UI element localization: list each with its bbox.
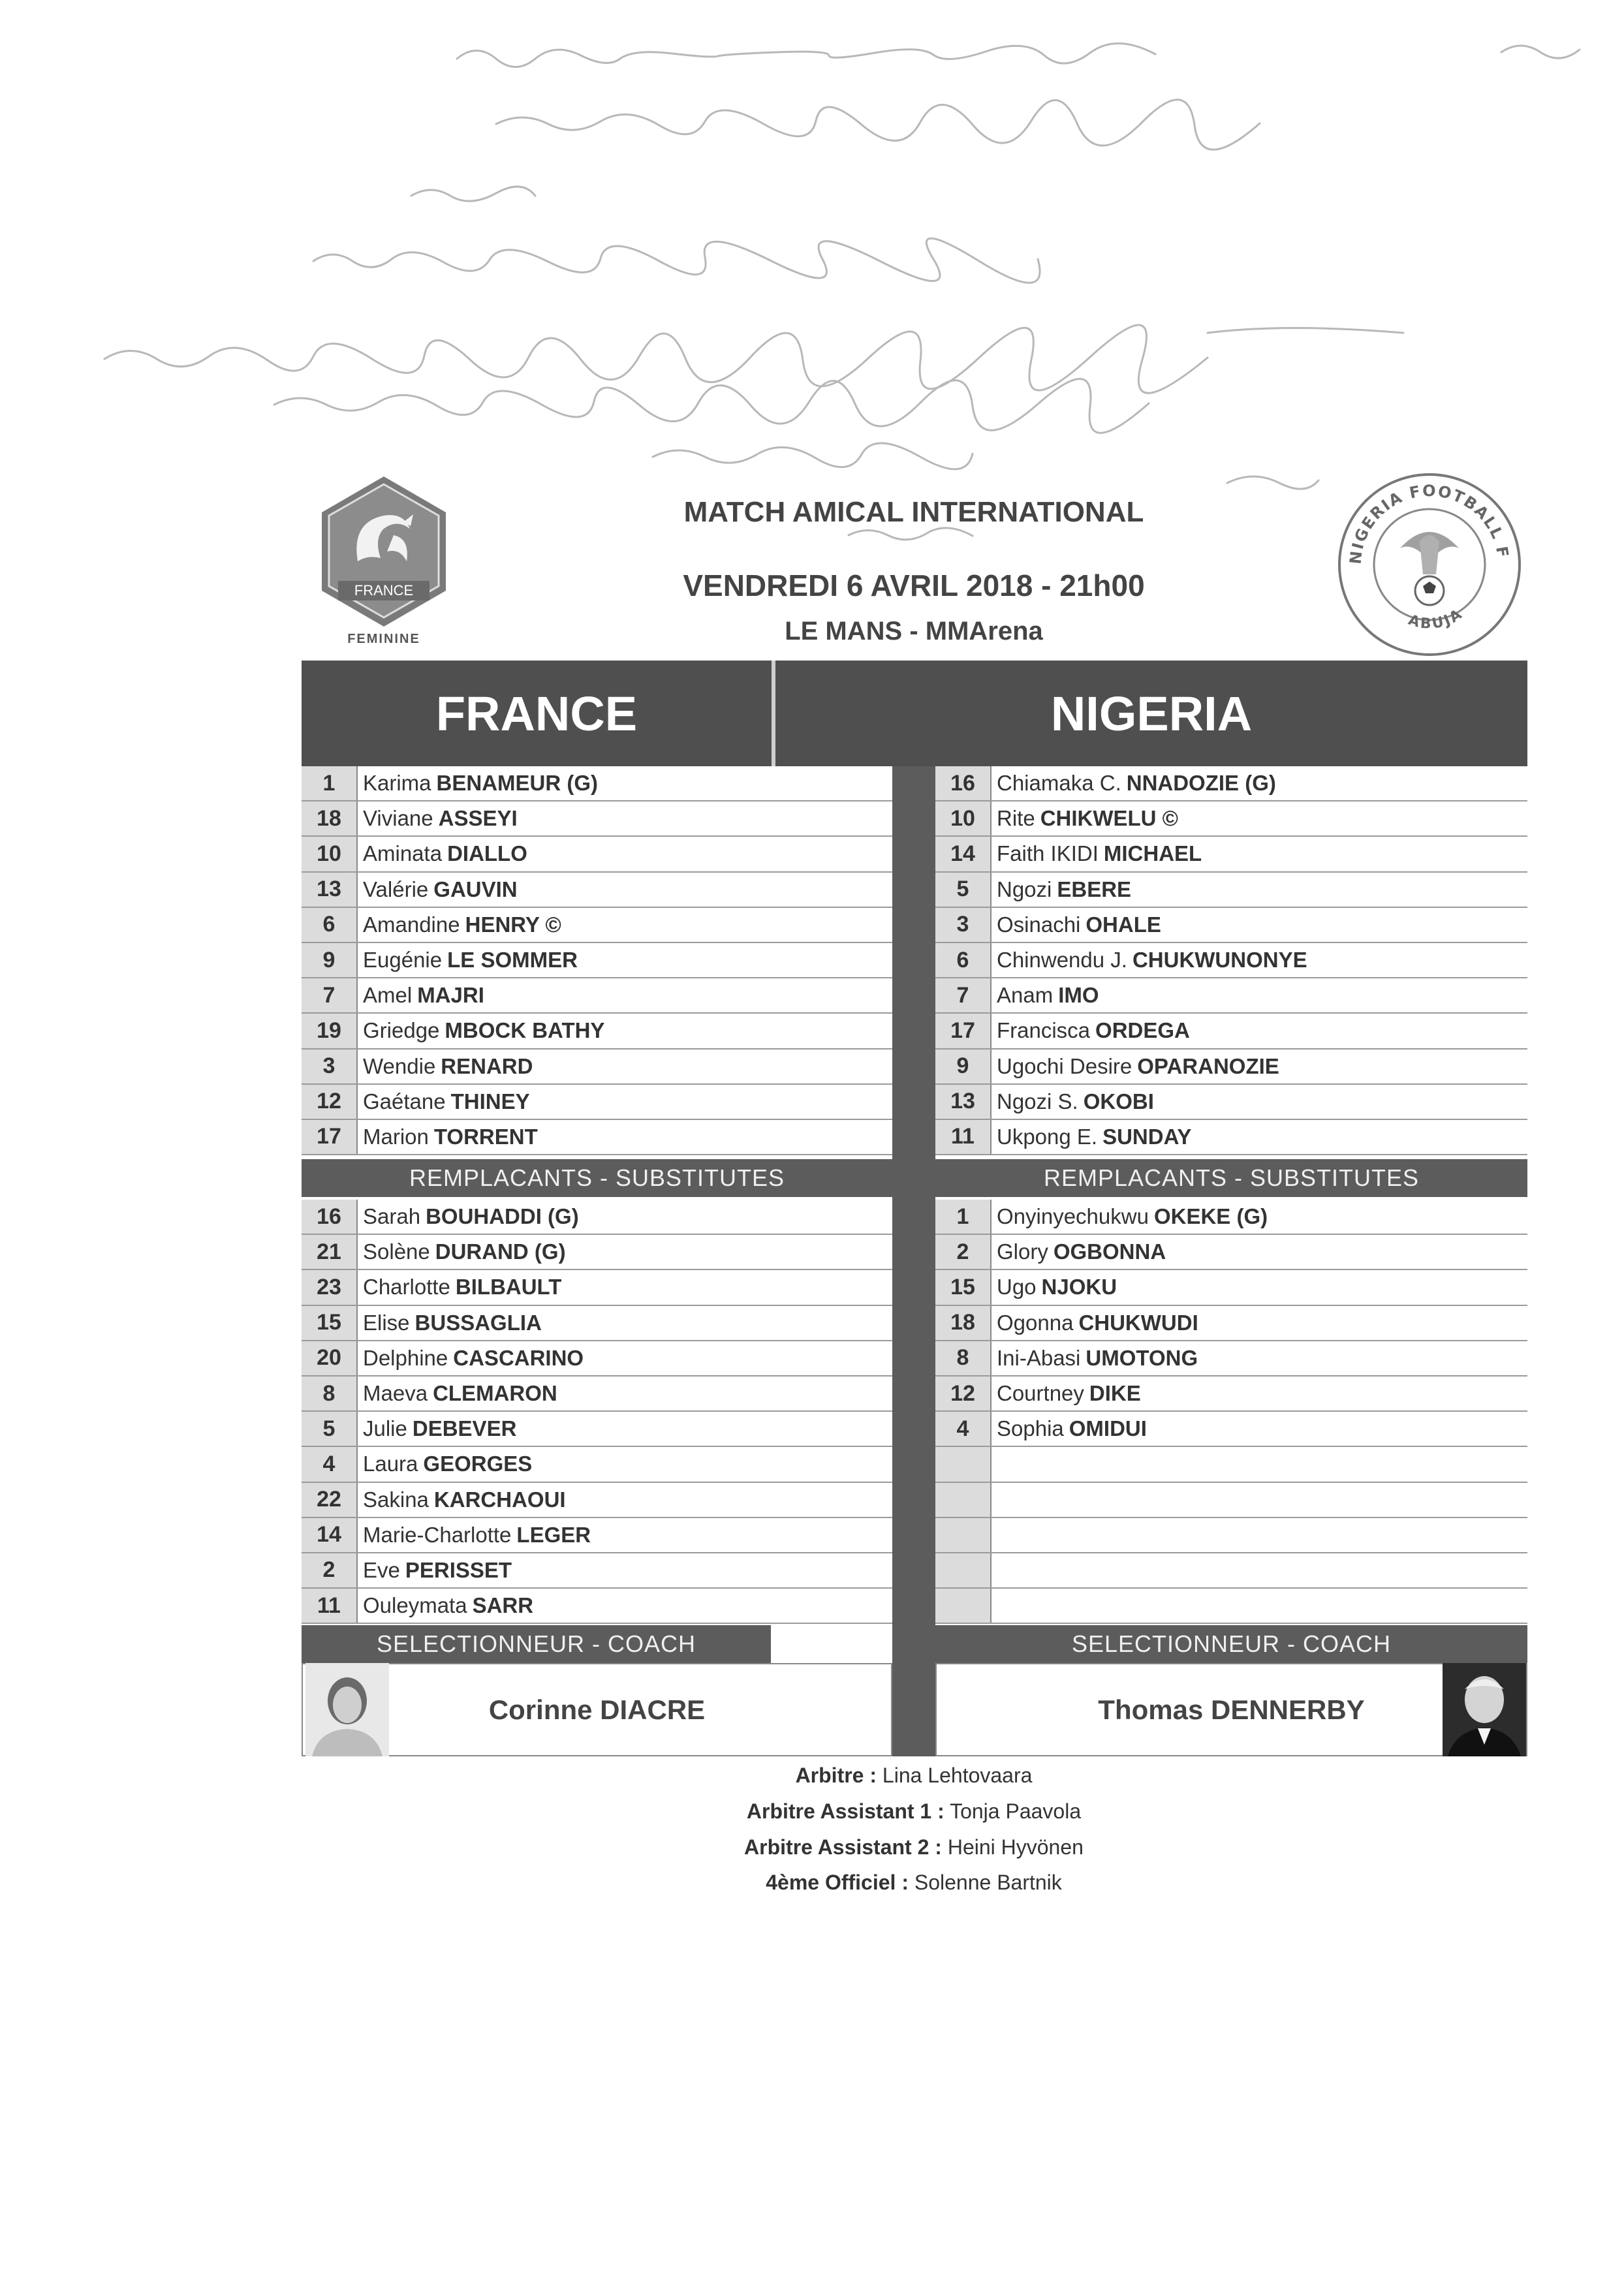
player-name xyxy=(358,1553,512,1587)
shirt-number xyxy=(935,1589,992,1623)
player-name xyxy=(992,908,1161,942)
shirt-number: 14 xyxy=(302,1518,358,1552)
shirt-number: 18 xyxy=(935,1306,992,1340)
player-first-name: Valérie xyxy=(363,877,429,901)
player-last-name: NJOKU xyxy=(1041,1275,1117,1299)
player-last-name: ORDEGA xyxy=(1095,1018,1190,1043)
player-row xyxy=(302,1085,892,1120)
player-row xyxy=(302,1235,892,1270)
player-name xyxy=(992,1518,1002,1552)
player-first-name: Amandine xyxy=(363,912,460,937)
player-first-name: Charlotte xyxy=(363,1275,450,1299)
player-row xyxy=(302,1377,892,1412)
player-row xyxy=(935,978,1527,1014)
shirt-number: 9 xyxy=(935,1050,992,1083)
player-row xyxy=(302,766,892,801)
player-row xyxy=(935,1412,1527,1447)
player-row xyxy=(302,873,892,908)
player-row xyxy=(935,1120,1527,1155)
player-name xyxy=(358,1483,566,1517)
player-row xyxy=(935,1085,1527,1120)
shirt-number: 22 xyxy=(302,1483,358,1517)
player-last-name: NNADOZIE (G) xyxy=(1126,771,1276,796)
player-name xyxy=(358,1200,579,1234)
shirt-number: 2 xyxy=(935,1235,992,1269)
shirt-number: 18 xyxy=(302,801,358,835)
player-row xyxy=(935,1589,1527,1624)
shirt-number: 13 xyxy=(302,873,358,907)
shirt-number: 5 xyxy=(935,873,992,907)
shirt-number xyxy=(935,1447,992,1481)
nigeria-seal-text: NIGERIA FOOTBALL F xyxy=(1346,481,1512,565)
player-first-name: Ouleymata xyxy=(363,1593,467,1618)
player-row xyxy=(935,801,1527,837)
player-last-name: DEBEVER xyxy=(412,1416,517,1441)
player-name xyxy=(992,943,1307,977)
player-name xyxy=(358,978,484,1012)
shirt-number: 17 xyxy=(302,1120,358,1154)
player-name xyxy=(992,837,1202,871)
rooster-crest-icon xyxy=(319,476,449,627)
shirt-number: 3 xyxy=(935,908,992,942)
player-row xyxy=(935,837,1527,872)
player-name xyxy=(992,1483,1002,1517)
shirt-number: 16 xyxy=(935,766,992,800)
player-row xyxy=(935,943,1527,978)
player-last-name: OHALE xyxy=(1085,912,1161,937)
official-role: 4ème Officiel : xyxy=(766,1871,909,1894)
eagle-seal-icon xyxy=(1335,470,1524,659)
player-row xyxy=(302,1589,892,1624)
player-name xyxy=(358,1085,530,1119)
player-last-name: OGBONNA xyxy=(1053,1239,1166,1264)
player-last-name: RENARD xyxy=(441,1053,533,1078)
shirt-number: 6 xyxy=(302,908,358,942)
player-last-name: GAUVIN xyxy=(433,877,518,901)
player-row xyxy=(935,1341,1527,1377)
player-first-name: Ogonna xyxy=(997,1310,1074,1335)
player-name xyxy=(358,1377,557,1410)
player-last-name: EBERE xyxy=(1057,877,1132,901)
shirt-number: 7 xyxy=(302,978,358,1012)
player-first-name: Osinachi xyxy=(997,912,1081,937)
player-first-name: Ngozi S. xyxy=(997,1089,1078,1113)
shirt-number: 13 xyxy=(935,1085,992,1119)
player-last-name: MICHAEL xyxy=(1103,841,1202,866)
player-row xyxy=(935,1306,1527,1341)
shirt-number xyxy=(935,1553,992,1587)
official-role: Arbitre Assistant 1 : xyxy=(746,1799,945,1823)
player-last-name: OKOBI xyxy=(1083,1089,1154,1113)
player-last-name: DIALLO xyxy=(447,841,527,866)
player-name xyxy=(358,837,527,871)
shirt-number: 8 xyxy=(935,1341,992,1375)
official-referee xyxy=(587,1764,1240,1788)
player-last-name: DURAND (G) xyxy=(435,1239,566,1264)
official-assistant-1 xyxy=(587,1799,1240,1824)
player-name xyxy=(358,801,518,835)
player-name xyxy=(992,1120,1191,1154)
shirt-number: 16 xyxy=(302,1200,358,1234)
player-row xyxy=(935,873,1527,908)
shirt-number: 23 xyxy=(302,1270,358,1304)
player-first-name: Chinwendu J. xyxy=(997,948,1127,972)
player-first-name: Chiamaka C. xyxy=(997,771,1121,796)
player-first-name: Sarah xyxy=(363,1204,421,1229)
player-row xyxy=(302,943,892,978)
player-row xyxy=(302,978,892,1014)
player-row xyxy=(935,1200,1527,1235)
player-name xyxy=(992,978,1099,1012)
official-name: Lina Lehtovaara xyxy=(882,1764,1033,1787)
player-first-name: Aminata xyxy=(363,841,443,866)
shirt-number: 17 xyxy=(935,1014,992,1048)
player-name xyxy=(358,1447,532,1481)
player-last-name: MAJRI xyxy=(417,983,484,1008)
match-title: MATCH AMICAL INTERNATIONAL xyxy=(683,496,1144,528)
team-header-nigeria: NIGERIA xyxy=(775,661,1527,766)
player-row xyxy=(935,766,1527,801)
player-first-name: Courtney xyxy=(997,1381,1084,1406)
player-last-name: LE SOMMER xyxy=(447,948,578,972)
player-name xyxy=(358,943,578,977)
official-fourth xyxy=(587,1871,1240,1895)
player-name xyxy=(992,1235,1166,1269)
player-row xyxy=(302,1120,892,1155)
substitutes-nigeria xyxy=(935,1200,1527,1624)
player-row xyxy=(935,1235,1527,1270)
player-last-name: TORRENT xyxy=(433,1124,538,1149)
shirt-number: 10 xyxy=(935,801,992,835)
nigeria-seal-city: ABUJA xyxy=(1406,605,1467,632)
player-last-name: BENAMEUR (G) xyxy=(436,771,599,796)
player-first-name: Ini-Abasi xyxy=(997,1345,1081,1370)
player-first-name: Marion xyxy=(363,1124,429,1149)
coach-name-nigeria: Thomas DENNERBY xyxy=(935,1663,1527,1756)
shirt-number: 19 xyxy=(302,1014,358,1048)
player-last-name: PERISSET xyxy=(405,1557,512,1582)
player-first-name: Viviane xyxy=(363,806,433,831)
player-name xyxy=(992,1014,1190,1048)
svg-text:ABUJA xyxy=(1406,606,1466,632)
player-row xyxy=(935,1518,1527,1553)
player-first-name: Ugo xyxy=(997,1275,1037,1299)
feminine-caption: FEMININE xyxy=(347,632,420,646)
official-assistant-2 xyxy=(587,1835,1240,1859)
player-last-name: SARR xyxy=(472,1593,534,1618)
player-last-name: CHUKWUDI xyxy=(1078,1310,1198,1335)
player-name xyxy=(358,1120,538,1154)
player-last-name: CHIKWELU © xyxy=(1040,806,1178,831)
player-last-name: ASSEYI xyxy=(438,806,518,831)
player-row xyxy=(935,1014,1527,1049)
official-name: Tonja Paavola xyxy=(950,1799,1082,1823)
shirt-number: 5 xyxy=(302,1412,358,1446)
player-last-name: BUSSAGLIA xyxy=(414,1310,542,1335)
player-name xyxy=(358,1589,533,1623)
shirt-number: 4 xyxy=(935,1412,992,1446)
player-row xyxy=(935,908,1527,943)
player-name xyxy=(992,1050,1279,1083)
player-first-name: Onyinyechukwu xyxy=(997,1204,1149,1229)
shirt-number: 9 xyxy=(302,943,358,977)
player-name xyxy=(358,766,598,800)
player-first-name: Solène xyxy=(363,1239,430,1264)
match-venue: LE MANS - MMArena xyxy=(785,617,1043,646)
player-row xyxy=(935,1270,1527,1305)
player-name xyxy=(992,1377,1141,1410)
player-first-name: Karima xyxy=(363,771,431,796)
shirt-number: 15 xyxy=(302,1306,358,1340)
shirt-number: 4 xyxy=(302,1447,358,1481)
player-row xyxy=(302,1200,892,1235)
player-name xyxy=(358,1518,591,1552)
player-row xyxy=(935,1483,1527,1518)
shirt-number: 12 xyxy=(935,1377,992,1410)
coach-header-france: SELECTIONNEUR - COACH xyxy=(302,1625,771,1663)
player-name xyxy=(358,1270,561,1304)
center-divider xyxy=(892,766,935,1756)
player-row xyxy=(302,837,892,872)
player-name xyxy=(992,1553,1002,1587)
shirt-number xyxy=(935,1483,992,1517)
player-name xyxy=(992,801,1178,835)
player-last-name: DIKE xyxy=(1089,1381,1141,1406)
coach-header-nigeria: SELECTIONNEUR - COACH xyxy=(935,1625,1527,1663)
player-first-name: Eve xyxy=(363,1557,400,1582)
player-name xyxy=(358,1412,516,1446)
player-first-name: Anam xyxy=(997,983,1054,1008)
player-last-name: KARCHAOUI xyxy=(433,1487,566,1512)
nigeria-federation-logo xyxy=(1335,470,1524,659)
shirt-number: 20 xyxy=(302,1341,358,1375)
player-last-name: BILBAULT xyxy=(455,1275,562,1299)
shirt-number: 2 xyxy=(302,1553,358,1587)
player-row xyxy=(935,1377,1527,1412)
player-last-name: CLEMARON xyxy=(433,1381,557,1406)
player-first-name: Rite xyxy=(997,806,1035,831)
player-last-name: CASCARINO xyxy=(453,1345,584,1370)
coach-name-france: Corinne DIACRE xyxy=(302,1663,892,1756)
shirt-number: 1 xyxy=(935,1200,992,1234)
shirt-number: 3 xyxy=(302,1050,358,1083)
substitutes-france xyxy=(302,1200,892,1624)
player-name xyxy=(358,873,518,907)
player-last-name: SUNDAY xyxy=(1102,1124,1192,1149)
player-last-name: CHUKWUNONYE xyxy=(1132,948,1307,972)
player-first-name: Glory xyxy=(997,1239,1048,1264)
player-last-name: OMIDUI xyxy=(1069,1416,1147,1441)
player-first-name: Ugochi Desire xyxy=(997,1053,1132,1078)
player-first-name: Sophia xyxy=(997,1416,1064,1441)
player-name xyxy=(992,1270,1117,1304)
player-last-name: UMOTONG xyxy=(1085,1345,1198,1370)
player-last-name: THINEY xyxy=(450,1089,530,1113)
player-row xyxy=(935,1447,1527,1482)
shirt-number: 7 xyxy=(935,978,992,1012)
player-first-name: Gaétane xyxy=(363,1089,446,1113)
player-row xyxy=(302,801,892,837)
player-first-name: Elise xyxy=(363,1310,410,1335)
player-name xyxy=(992,1589,1002,1623)
player-last-name: MBOCK BATHY xyxy=(445,1018,605,1043)
player-last-name: IMO xyxy=(1058,983,1099,1008)
shirt-number: 21 xyxy=(302,1235,358,1269)
player-first-name: Julie xyxy=(363,1416,407,1441)
player-first-name: Delphine xyxy=(363,1345,448,1370)
player-row xyxy=(302,1050,892,1085)
player-last-name: OPARANOZIE xyxy=(1137,1053,1279,1078)
player-last-name: BOUHADDI (G) xyxy=(426,1204,579,1229)
player-first-name: Griedge xyxy=(363,1018,440,1043)
player-row xyxy=(302,1518,892,1553)
player-first-name: Sakina xyxy=(363,1487,429,1512)
coach-photo-france xyxy=(305,1663,389,1756)
shirt-number: 11 xyxy=(935,1120,992,1154)
player-row xyxy=(302,1341,892,1377)
player-name xyxy=(358,1235,566,1269)
official-role: Arbitre Assistant 2 : xyxy=(744,1835,942,1859)
player-name xyxy=(358,908,561,942)
player-name xyxy=(358,1341,584,1375)
player-row xyxy=(935,1553,1527,1589)
player-name xyxy=(992,873,1131,907)
player-first-name: Amel xyxy=(363,983,413,1008)
shirt-number xyxy=(935,1518,992,1552)
player-row xyxy=(935,1050,1527,1085)
player-row xyxy=(302,1553,892,1589)
official-name: Heini Hyvönen xyxy=(947,1835,1084,1859)
player-row xyxy=(302,1014,892,1049)
player-first-name: Francisca xyxy=(997,1018,1091,1043)
player-row xyxy=(302,1412,892,1447)
player-first-name: Ngozi xyxy=(997,877,1052,901)
player-name xyxy=(992,1341,1198,1375)
player-name xyxy=(992,1412,1147,1446)
player-name xyxy=(358,1306,542,1340)
player-last-name: GEORGES xyxy=(423,1452,533,1476)
player-row xyxy=(302,1447,892,1482)
player-name xyxy=(992,766,1276,800)
player-first-name: Maeva xyxy=(363,1381,428,1406)
shirt-number: 8 xyxy=(302,1377,358,1410)
substitutes-header-nigeria: REMPLACANTS - SUBSTITUTES xyxy=(935,1159,1527,1197)
team-header-france: FRANCE xyxy=(302,661,772,766)
france-badge-text: FRANCE xyxy=(354,582,414,599)
player-name xyxy=(358,1014,604,1048)
player-name xyxy=(992,1306,1198,1340)
shirt-number: 12 xyxy=(302,1085,358,1119)
shirt-number: 15 xyxy=(935,1270,992,1304)
player-name xyxy=(992,1085,1154,1119)
player-first-name: Marie-Charlotte xyxy=(363,1522,512,1547)
player-name xyxy=(992,1447,1002,1481)
player-last-name: LEGER xyxy=(516,1522,591,1547)
coach-photo-nigeria xyxy=(1443,1663,1526,1756)
player-first-name: Faith IKIDI xyxy=(997,841,1099,866)
match-date: VENDREDI 6 AVRIL 2018 - 21h00 xyxy=(683,568,1145,602)
player-row xyxy=(302,1483,892,1518)
official-name: Solenne Bartnik xyxy=(914,1871,1062,1894)
shirt-number: 10 xyxy=(302,837,358,871)
player-row xyxy=(302,1270,892,1305)
player-name xyxy=(992,1200,1268,1234)
official-role: Arbitre : xyxy=(795,1764,877,1787)
player-last-name: OKEKE (G) xyxy=(1153,1204,1268,1229)
substitutes-header-france: REMPLACANTS - SUBSTITUTES xyxy=(302,1159,892,1197)
player-last-name: HENRY © xyxy=(465,912,561,937)
shirt-number: 11 xyxy=(302,1589,358,1623)
shirt-number: 14 xyxy=(935,837,992,871)
player-first-name: Laura xyxy=(363,1452,418,1476)
player-row xyxy=(302,908,892,943)
shirt-number: 6 xyxy=(935,943,992,977)
player-name xyxy=(358,1050,533,1083)
player-row xyxy=(302,1306,892,1341)
france-federation-logo xyxy=(319,476,449,653)
lineup-france xyxy=(302,766,892,1155)
player-first-name: Eugénie xyxy=(363,948,443,972)
shirt-number: 1 xyxy=(302,766,358,800)
lineup-nigeria xyxy=(935,766,1527,1155)
player-first-name: Wendie xyxy=(363,1053,436,1078)
player-first-name: Ukpong E. xyxy=(997,1124,1098,1149)
